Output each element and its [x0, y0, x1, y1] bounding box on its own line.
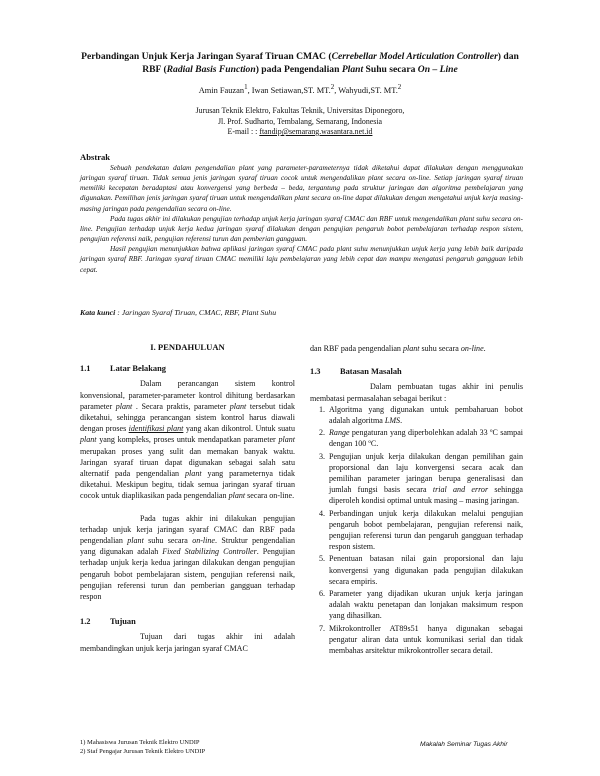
- footnote: 1) Mahasiswa Jurusan Teknik Elektro UNDIP: [80, 739, 200, 746]
- limitations-list: [310, 404, 523, 656]
- list-item: 1. Algoritma yang digunakan untuk pembaharuan bobot adalah algoritma LMS.: [327, 404, 523, 426]
- body-paragraph: Pada tugas akhir ini dilakukan pengujian terhadap unjuk kerja jaringan syaraf CMAC dan RBF pada pengendalian plant suhu secara on-line. Struktur pengendalian yang digunakan adalah Fixed Stabilizing Controller. Pengujian terhadap unjuk kerja kedua jaringan dilakukan dengan pengujian pengaruh bobot pembelajaran sistem, pengujian referensi naik, pengujian referensi turun dan pemberian gangguan terhadap respon: [80, 513, 295, 602]
- body-paragraph: Tujuan dari tugas akhir ini adalah membandingkan unjuk kerja jaringan syaraf CMAC: [80, 632, 295, 653]
- list-item: 6. Parameter yang dijadikan ukuran unjuk kerja jaringan adalah waktu penetapan dan lonjakan maksimum respon yang dihasilkan.: [327, 588, 523, 622]
- running-footer: Makalah Seminar Tugas Akhir: [420, 741, 508, 748]
- abstract-paragraph: Hasil pengujian menunjukkan bahwa aplikasi jaringan syaraf CMAC pada plant suhu menunjukkan unjuk kerja yang lebih baik daripada jaringan syaraf RBF. Jaringan syaraf tiruan CMAC memiliki laju pembelajaran yang lebih cepat dan mampu mengatasi pengaruh gangguan lebih cepat.: [80, 244, 523, 274]
- list-item: 4. Perbandingan unjuk kerja dilakukan melalui pengujian pengaruh bobot pembelajaran, pengujian referensi naik, pengujian referensi turun dan pengaruh gangguan terhadap respon sistem.: [327, 508, 523, 553]
- list-item: 3. Pengujian unjuk kerja dilakukan dengan pemilihan gain proporsional dan laju konvergensi secara acak dan pemilihan parameter jaringan berupa generalisasi dan jumlah fungsi basis secara trial and error sehingga diperoleh kondisi optimal untuk masing – masing jaringan.: [327, 451, 523, 507]
- subsection-heading: 1.1 Latar Belakang: [80, 364, 166, 374]
- paper-title: Perbandingan Unjuk Kerja Jaringan Syaraf Tiruan CMAC (Cerrebellar Model Articulation Controller) dan RBF (Radial Basis Function) pada Pengendalian Plant Suhu secara On – Line: [81, 51, 519, 75]
- affiliation: [0, 106, 600, 138]
- abstract-paragraph: Pada tugas akhir ini dilakukan pengujian terhadap unjuk kerja jaringan syaraf CMAC dan RBF untuk mengendalikan plant suhu secara on-line. Pengujian terhadap unjuk kerja kedua jaringan syaraf dilakukan dengan pengujian pengaruh bobot pembelajaran terhadap respon sistem, pengujian referensi naik, pengujian referensi turun dan pemberian gangguan.: [80, 213, 523, 244]
- email-line: E-mail : : ftandip@semarang.wasantara.net.id: [227, 127, 373, 136]
- affiliation-line-1: Jurusan Teknik Elektro, Fakultas Teknik, Universitas Diponegoro,: [195, 106, 405, 115]
- section-heading: I. PENDAHULUAN: [150, 342, 225, 352]
- right-column: [310, 343, 523, 657]
- list-item: 2. Range pengaturan yang diperbolehkan adalah 33 ºC sampai dengan 100 ºC.: [327, 427, 523, 449]
- keywords: Kata kunci : Jaringan Syaraf Tiruan, CMAC, RBF, Plant Suhu: [80, 308, 277, 317]
- footnote: 2) Staf Pengajar Jurusan Teknik Elektro UNDIP: [80, 748, 206, 755]
- affiliation-line-2: Jl. Prof. Sudharto, Tembalang, Semarang, Indonesia: [217, 116, 383, 126]
- footnotes: [80, 738, 205, 756]
- left-column: [80, 342, 295, 654]
- abstract-paragraph: Sebuah pendekatan dalam pengendalian plant yang parameter-parameternya tidak diketahui dapat dilakukan dengan menggunakan jaringan syaraf tiruan. Tidak semua jenis jaringan syaraf tiruan cocok untuk mengendalikan plant secara on-line. Setiap jaringan syaraf tiruan memiliki kecepatan beradaptasi atau konvergensi yang berbeda – beda, tergantung pada struktur jaringan dan algoritma pembelajaran yang digunakan. Pemilihan jenis jaringan syaraf tiruan untuk mengendalikan plant secara on-line dapat dilakukan dengan mengetahui unjuk kerja masing-masing jaringan pada pengendalian secara on-line.: [80, 163, 523, 213]
- body-paragraph: Dalam perancangan sistem kontrol konvensional, parameter-parameter kontrol dihitung berdasarkan parameter plant . Secara praktis, parameter plant tersebut tidak diketahui, sehingga perancangan sistem kontrol harus diawali dengan proses identifikasi plant yang akan dikontrol. Untuk suatu plant yang kompleks, proses untuk mendapatkan parameter plant merupakan proses yang sulit dan memakan banyak waktu. Jaringan syaraf tiruan dapat digunakan sebagai salah satu alternatif pada pengendalian plant yang parameternya tidak diketahui. Meskipun begitu, tidak semua jaringan syaraf tiruan cocok untuk diaplikasikan pada pengendalian plant secara on-line.: [80, 379, 295, 501]
- body-paragraph: Dalam pembuatan tugas akhir ini penulis membatasi permasalahan sebagai berikut :: [310, 382, 523, 403]
- abstract: [80, 163, 523, 275]
- list-item: 7. Mikrokontroller AT89s51 hanya digunakan sebagai pengatur aliran data untuk komunikasi serial dan tidak membahas arsitektur mikrokontroller secara detail.: [327, 623, 523, 657]
- subsection-heading: 1.3 Batasan Masalah: [310, 367, 402, 377]
- author-list: Amin Fauzan$^1$, Iwan Setiawan,ST. MT.$^2$, Wahyudi,ST. MT.$^2$: [198, 83, 402, 95]
- abstract-heading: Abstrak: [80, 152, 111, 162]
- email-link[interactable]: ftandip@semarang.wasantara.net.id: [259, 127, 373, 136]
- subsection-heading: 1.2 Tujuan: [80, 617, 136, 627]
- list-item: 5. Penentuan batasan nilai gain proporsional dan laju konvergensi yang digunakan pada pengujian dilakukan secara empiris.: [327, 553, 523, 587]
- body-paragraph: dan RBF pada pengendalian plant suhu secara on-line.: [310, 344, 486, 353]
